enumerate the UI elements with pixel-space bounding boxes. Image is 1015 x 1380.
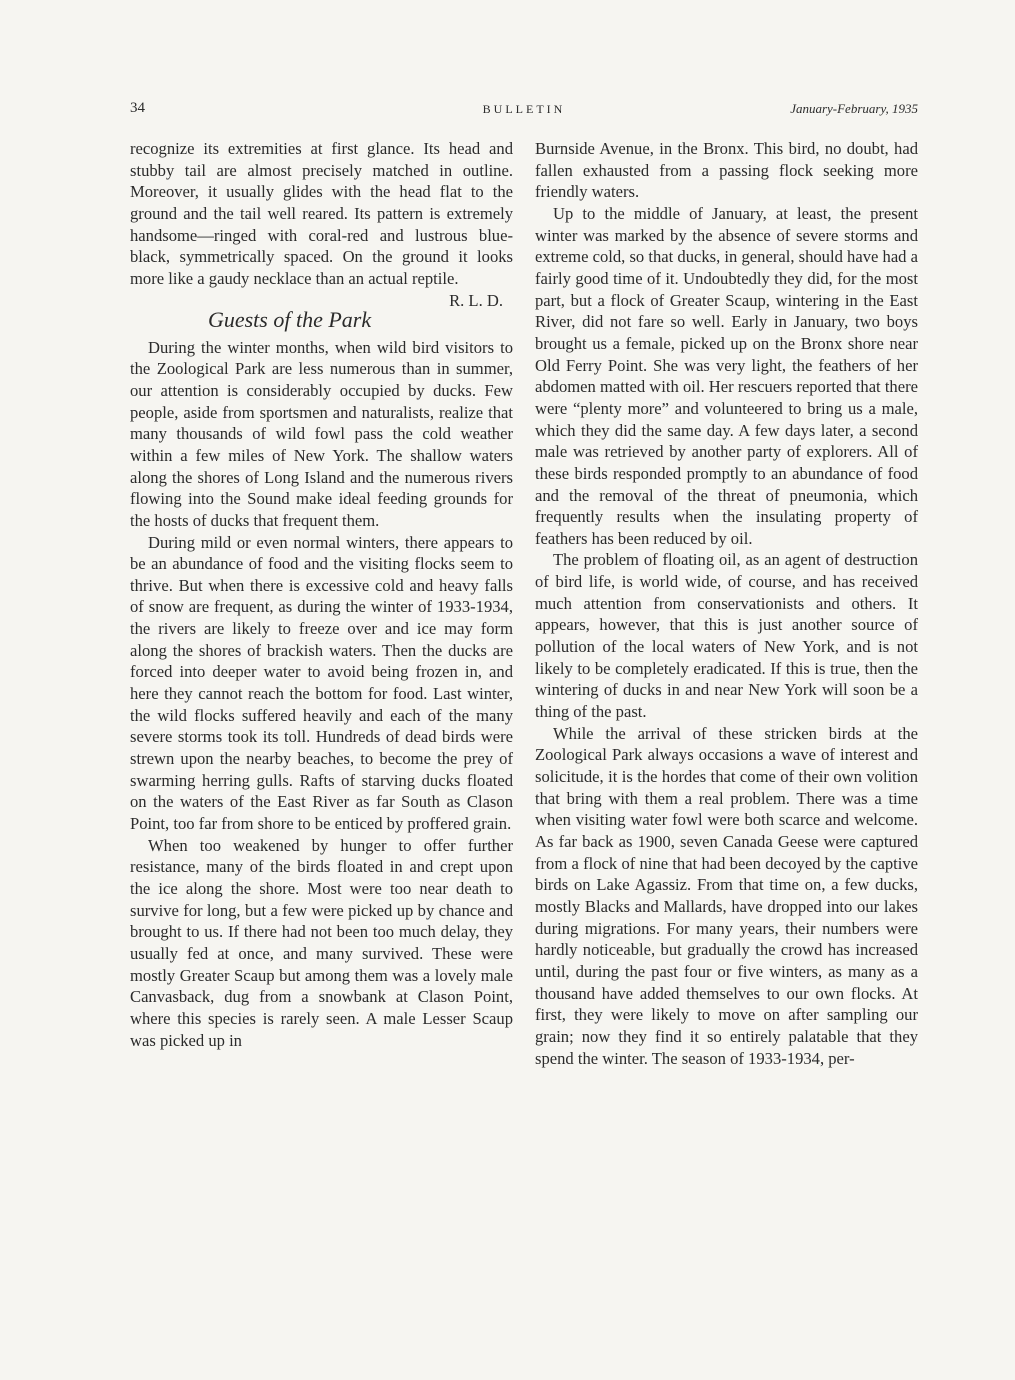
article-paragraph: During the winter months, when wild bird visitors to the Zoological Park are less numerous than in summer, our attention is considerably occupied by ducks. Few people, aside from sportsmen and naturalists, realize that many thousands of wild fowl pass the cold weather within a few miles of New York. The shallow waters along the shores of Long Island and the numerous rivers flowing into the Sound make ideal feeding grounds for the hosts of ducks that frequent them. xyxy=(130,337,513,530)
page-header xyxy=(130,100,918,122)
page-number: 34 xyxy=(130,100,145,116)
continued-paragraph: Burnside Avenue, in the Bronx. This bird, no doubt, had fallen exhausted from a passing flock seeking more friendly waters. xyxy=(535,139,918,202)
right-column xyxy=(535,138,918,1069)
author-signature: R. L. D. xyxy=(449,290,503,310)
publication-title: BULLETIN xyxy=(482,102,566,116)
article-paragraph: During mild or even normal winters, there appears to be an abundance of food and the visiting flocks seem to thrive. But when there is excessive cold and heavy falls of snow are frequent, as during the winter of 1933-1934, the rivers are likely to freeze over and ice may form along the shores of brackish waters. Then the ducks are forced into deeper water to avoid being frozen in, and here they cannot reach the bottom for food. Last winter, the wild flocks suffered heavily and each of the many severe storms took its toll. Hundreds of dead birds were strewn upon the nearby beaches, to become the prey of swarming herring gulls. Rafts of starving ducks floated on the waters of the East River as far South as Clason Point, too far from shore to be enticed by proffered grain. xyxy=(130,532,513,834)
section-title: Guests of the Park xyxy=(207,306,372,332)
issue-date: January-February, 1935 xyxy=(790,101,918,116)
article-paragraph: The problem of floating oil, as an agent of destruction of bird life, is world wide, of course, and has received much attention from conservationists and others. It appears, however, that this is just another source of pollution of the local waters of New York, and is not likely to be completely eradicated. If this is true, then the wintering of ducks in and near New York will soon be a thing of the past. xyxy=(535,550,918,722)
left-column xyxy=(130,138,513,1051)
intro-paragraph: recognize its extremities at first glance. Its head and stubby tail are almost precisely matched in outline. Moreover, it usually glides with the head flat to the ground and the tail well reared. Its pattern is extremely handsome—ringed with coral-red and lustrous blue-black, symmetrically spaced. On the ground it looks more like a gaudy necklace than an actual reptile. R. L. D. xyxy=(130,139,513,310)
article-paragraph: While the arrival of these stricken birds at the Zoological Park always occasions a wave of interest and solicitude, it is the hordes that come of their own volition that bring with them a real problem. There was a time when visiting water fowl were both scarce and welcome. As far back as 1900, seven Canada Geese were captured from a flock of nine that had been decoyed by the captive birds on Lake Agassiz. From that time on, a few ducks, mostly Blacks and Mallards, have dropped into our lakes during migrations. For many years, their numbers were hardly noticeable, but gradually the crowd has increased until, during the past four or five winters, as many as a thousand have added themselves to our own flocks. At first, they were likely to move on after sampling our grain; now they find it so entirely palatable that they spend the winter. The season of 1933-1934, per- xyxy=(535,723,918,1068)
article-paragraph: When too weakened by hunger to offer further resistance, many of the birds floated in and crept upon the ice along the shore. Most were too near death to survive for long, but a few were picked up by chance and brought to us. If there had not been too much delay, they usually fed at once, and many survived. These were mostly Greater Scaup but among them was a lovely male Canvasback, dug from a snowbank at Clason Point, where this species is rarely seen. A male Lesser Scaup was picked up in xyxy=(130,835,513,1050)
article-paragraph: Up to the middle of January, at least, the present winter was marked by the absence of severe storms and extreme cold, so that ducks, in general, should have had a fairly good time of it. Undoubtedly they did, for the most part, but a flock of Greater Scaup, wintering in the East River, did not fare so well. Early in January, two boys brought us a female, picked up on the Bronx shore near Old Ferry Point. She was very light, the feathers of her abdomen matted with oil. Her rescuers reported that there were “plenty more” and volunteered to bring us a male, which they did the same day. A few days later, a second male was retrieved by another party of explorers. All of these birds responded promptly to an abundance of food and the removal of the threat of pneumonia, which frequently results when the insulating property of feathers has been reduced by oil. xyxy=(535,203,918,548)
